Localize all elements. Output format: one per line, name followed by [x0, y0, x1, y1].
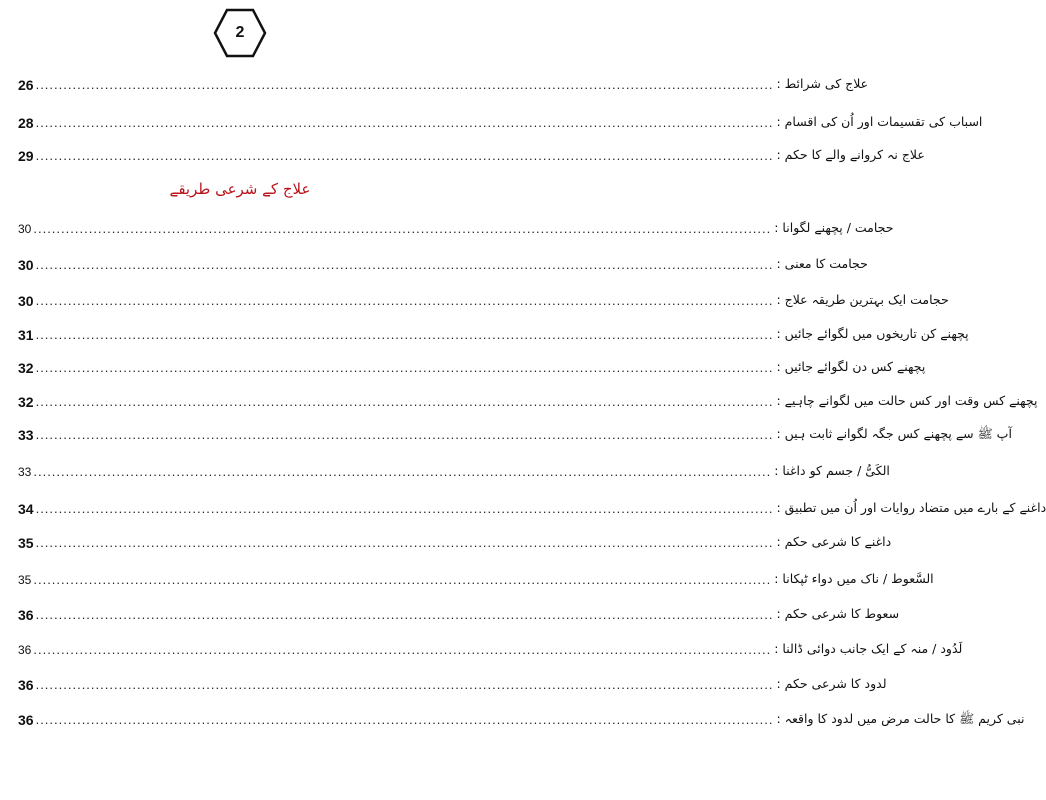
toc-leader-dots: ................................................................................................................................................................ [35, 115, 774, 130]
toc-leader-dots: ................................................................................................................................................................ [35, 427, 774, 442]
toc-entry[interactable] [18, 600, 900, 624]
toc-leader-dots: ................................................................................................................................................................ [33, 464, 772, 479]
toc-title: اسباب کی تقسیمات اور اُن کی اقسام : [776, 114, 983, 129]
toc-leader-dots: ................................................................................................................................................................ [35, 257, 774, 272]
toc-title: حجامت کا معنی : [776, 256, 868, 271]
toc-leader-dots: ................................................................................................................................................................ [35, 535, 774, 550]
toc-leader-dots: ................................................................................................................................................................ [35, 501, 774, 516]
toc-title: پچھنے کس دن لگوائے جائیں : [776, 359, 926, 374]
toc-entry[interactable] [18, 141, 925, 165]
toc-title: حجامت ایک بہترین طریقہ علاج : [776, 292, 949, 307]
toc-entry[interactable] [18, 457, 890, 481]
toc-title: السَّعوط / ناک میں دواء ٹپکانا : [774, 571, 934, 586]
toc-leader-dots: ................................................................................................................................................................ [35, 148, 774, 163]
toc-entry[interactable] [18, 670, 887, 694]
toc-title: لَدُود / منہ کے ایک جانب دوائی ڈالنا : [774, 641, 963, 656]
toc-page-number: 34 [18, 501, 34, 517]
toc-leader-dots: ................................................................................................................................................................ [35, 327, 774, 342]
toc-entry[interactable] [18, 286, 949, 310]
toc-page-number: 30 [18, 222, 32, 236]
toc-leader-dots: ................................................................................................................................................................ [35, 677, 774, 692]
toc-entry[interactable] [18, 635, 963, 659]
toc-entry[interactable] [18, 108, 983, 132]
toc-leader-dots: ................................................................................................................................................................ [35, 360, 774, 375]
toc-title: داغنے کا شرعی حکم : [776, 534, 892, 549]
toc-title: لدود کا شرعی حکم : [776, 676, 887, 691]
toc-entry[interactable] [18, 420, 1012, 444]
toc-title: پچھنے کن تاریخوں میں لگوائے جائیں : [776, 326, 969, 341]
toc-title: الکَیُّ / جسم کو داغنا : [774, 463, 890, 478]
toc-entry[interactable] [18, 320, 969, 344]
toc-page-number: 33 [18, 427, 34, 443]
toc-page-number: 36 [18, 607, 34, 623]
page-number: 2 [235, 24, 245, 41]
toc-title: حجامت / پچھنے لگوانا : [774, 220, 894, 235]
toc-page-number: 36 [18, 643, 32, 657]
toc-title: علاج نہ کروانے والے کا حکم : [776, 147, 925, 162]
toc-leader-dots: ................................................................................................................................................................ [35, 77, 774, 92]
toc-leader-dots: ................................................................................................................................................................ [33, 642, 772, 657]
toc-page-number: 35 [18, 573, 32, 587]
toc-title: پچھنے کس وقت اور کس حالت میں لگوانے چاہیے : [776, 393, 1038, 408]
section-heading: علاج کے شرعی طریقے [169, 180, 311, 198]
toc-title: داغنے کے بارے میں متضاد روایات اور اُن میں تطبیق : [776, 500, 1046, 515]
toc-page-number: 33 [18, 465, 32, 479]
toc-entry[interactable] [18, 214, 894, 238]
toc-leader-dots: ................................................................................................................................................................ [35, 394, 774, 409]
toc-title: علاج کی شرائط : [776, 76, 869, 91]
toc-page-number: 31 [18, 327, 34, 343]
toc-leader-dots: ................................................................................................................................................................ [35, 293, 774, 308]
toc-page-number: 35 [18, 535, 34, 551]
toc-leader-dots: ................................................................................................................................................................ [33, 221, 772, 236]
toc-entry[interactable] [18, 70, 869, 94]
toc-page-number: 36 [18, 677, 34, 693]
toc-page-number: 36 [18, 712, 34, 728]
toc-entry[interactable] [18, 528, 892, 552]
toc-title: آپ ﷺ سے پچھنے کس جگہ لگوانے ثابت ہیں : [776, 426, 1012, 441]
toc-entry[interactable] [18, 565, 934, 589]
toc-page-number: 28 [18, 115, 34, 131]
toc-entry[interactable] [18, 353, 926, 377]
toc-page-number: 32 [18, 360, 34, 376]
toc-entry[interactable] [18, 494, 1046, 518]
toc-page-number: 26 [18, 77, 34, 93]
toc-leader-dots: ................................................................................................................................................................ [35, 712, 774, 727]
toc-title: سعوط کا شرعی حکم : [776, 606, 900, 621]
toc-leader-dots: ................................................................................................................................................................ [35, 607, 774, 622]
toc-page-number: 30 [18, 257, 34, 273]
toc-entry[interactable] [18, 250, 868, 274]
toc-page-number: 32 [18, 394, 34, 410]
toc-page-number: 30 [18, 293, 34, 309]
toc-entry[interactable] [18, 387, 1038, 411]
toc-leader-dots: ................................................................................................................................................................ [33, 572, 772, 587]
toc-entry[interactable] [18, 705, 1025, 729]
toc-page-number: 29 [18, 148, 34, 164]
toc-title: نبی کریم ﷺ کا حالت مرض میں لدود کا واقعہ : [776, 711, 1025, 726]
